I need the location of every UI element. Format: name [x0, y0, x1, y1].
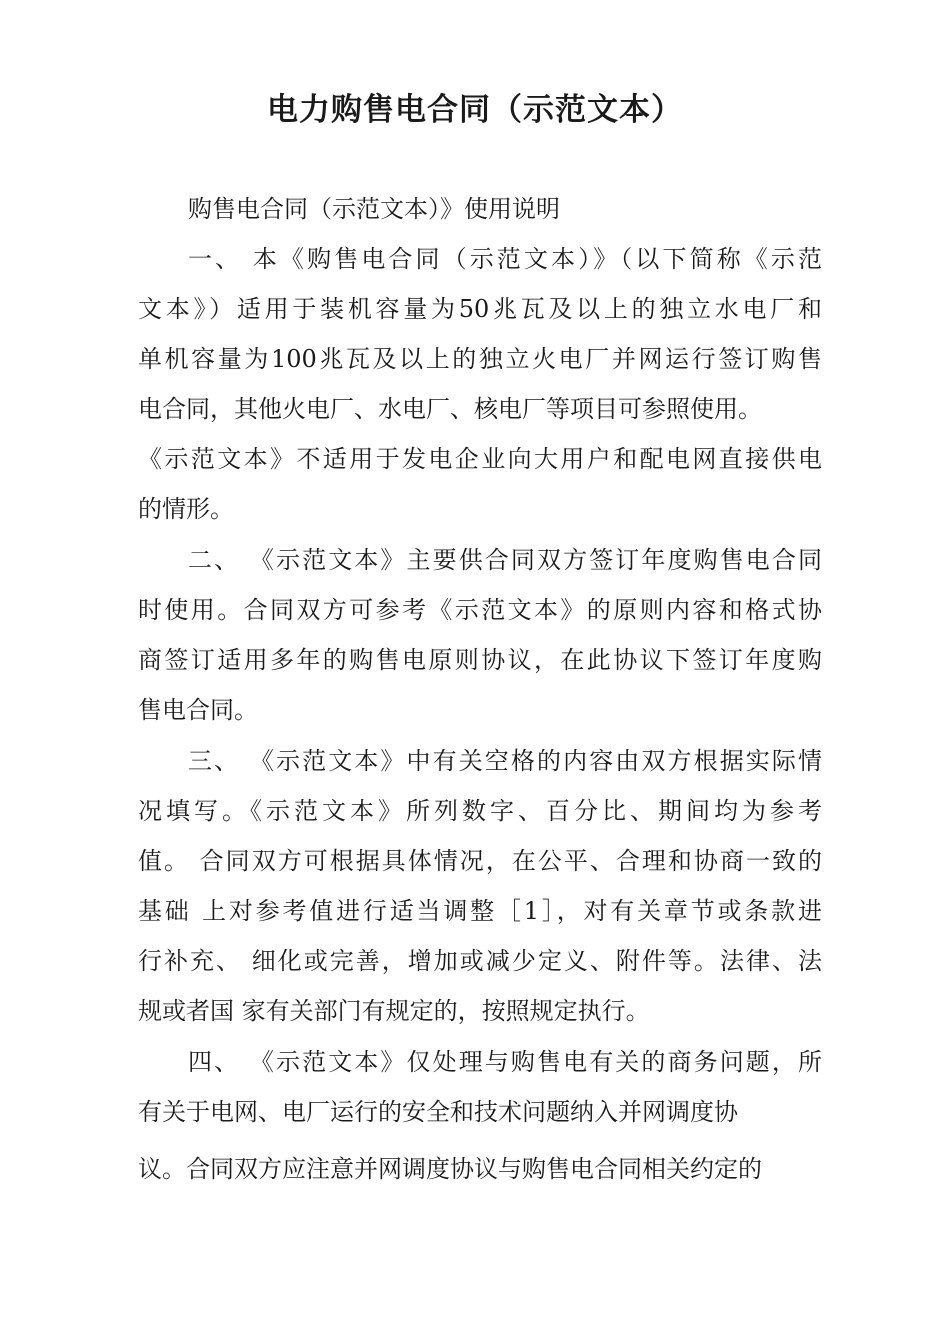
- paragraph-2-line: 二、 《示范文本》主要供合同双方签订年度购售电合同: [188, 546, 822, 574]
- paragraph-2-line: 售电合同。: [138, 696, 258, 724]
- usage-heading: 购售电合同（示范文本）》使用说明: [188, 195, 560, 223]
- paragraph-3-line: 值。 合同双方可根据具体情况，在公平、合理和协商一致的: [138, 847, 822, 875]
- paragraph-2-line: 商签订适用多年的购售电原则协议，在此协议下签订年度购: [138, 646, 822, 674]
- paragraph-3-line: 三、 《示范文本》中有关空格的内容由双方根据实际情: [188, 747, 822, 775]
- document-title: 电力购售电合同（示范文本）: [267, 92, 683, 128]
- paragraph-1-line: 一、 本《购售电合同（示范文本）》（以下简称《示范: [188, 245, 822, 273]
- paragraph-2-line: 时使用。合同双方可参考《示范文本》的原则内容和格式协: [138, 596, 822, 624]
- paragraph-1-line: 电合同，其他火电厂、水电厂、核电厂等项目可参照使用。: [138, 395, 762, 423]
- paragraph-3-line: 况填写。《示范文本》所列数字、百分比、期间均为参考: [138, 797, 822, 825]
- paragraph-1-line: 《示范文本》不适用于发电企业向大用户和配电网直接供电: [138, 445, 822, 473]
- paragraph-3-line: 规或者国 家有关部门有规定的，按照规定执行。: [138, 997, 650, 1025]
- paragraph-4-line: 有关于电网、电厂运行的安全和技术问题纳入并网调度协: [138, 1098, 738, 1126]
- paragraph-4-line: 议。合同双方应注意并网调度协议与购售电合同相关约定的: [138, 1155, 762, 1183]
- paragraph-4-line: 四、 《示范文本》仅处理与购售电有关的商务问题，所: [188, 1048, 822, 1076]
- paragraph-1-line: 的情形。: [138, 495, 234, 523]
- paragraph-1-line: 单机容量为100兆瓦及以上的独立火电厂并网运行签订购售: [138, 345, 822, 373]
- paragraph-3-line: 基础 上对参考值进行适当调整［1］，对有关章节或条款进: [138, 897, 822, 925]
- paragraph-3-line: 行补充、 细化或完善，增加或减少定义、附件等。法律、法: [138, 947, 822, 975]
- paragraph-1-line: 文本》）适用于装机容量为50兆瓦及以上的独立水电厂和: [138, 295, 822, 323]
